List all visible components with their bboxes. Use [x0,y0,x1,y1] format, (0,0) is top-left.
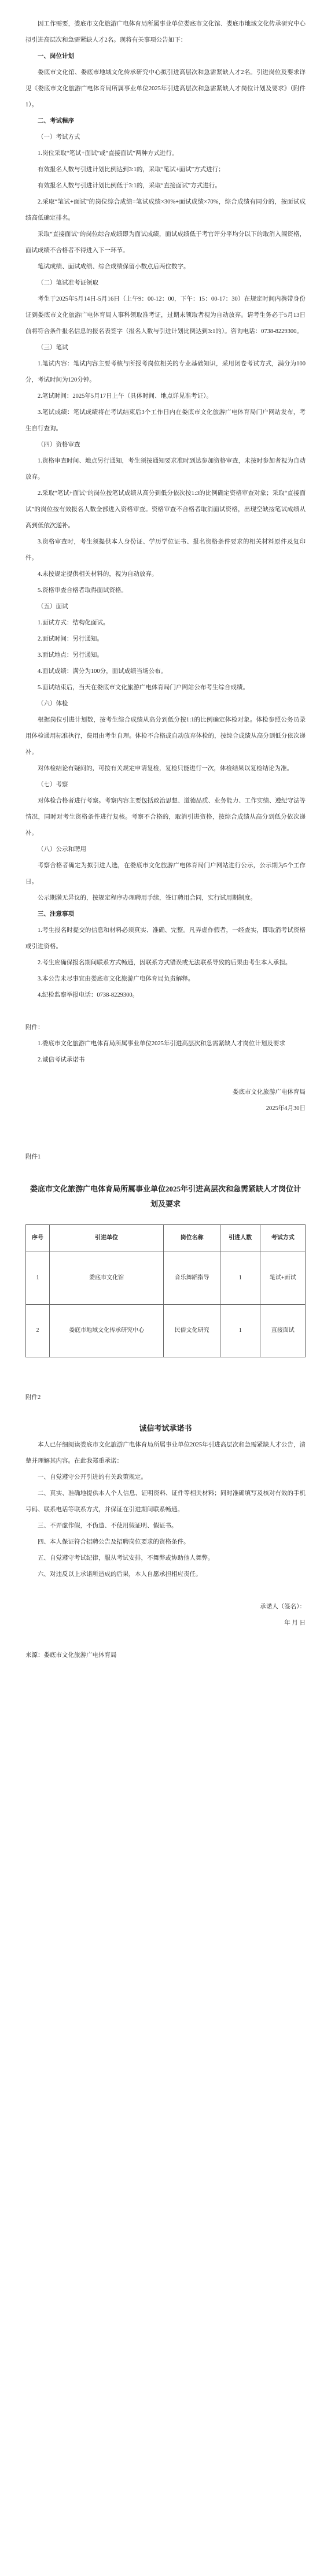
table-cell: 2 [26,1305,50,1357]
table-row [26,1305,306,1357]
table-cell: 音乐舞蹈指导 [164,1252,220,1305]
paragraph: 考生于2025年5月14日-5月16日（上午9：00-12：00，下午：15：00-17：30）在规定时间内携带身份证到娄底市文化旅游广电体育局人事科领取准考证，过期未领取者视为自动放弃。请考生务必于5月13日前将符合条件报名信息的报名表签字（报名人数与引进计划比例达到3:1的）。咨询电话：0738-8229300。 [25,296,306,335]
subsection-title: （一）考试方式 [38,134,80,140]
attachment-link-1[interactable]: 1.娄底市文化旅游广电体育局所属事业单位2025年引进高层次和急需紧缺人才岗位计划及要求 [38,1041,285,1047]
paragraph: 4.未按规定提供相关材料的，视为自动放弃。 [38,571,158,578]
paragraph: 1.考生报名时提交的信息和材料必须真实、准确、完整。凡弄虚作假者，一经查实，即取消考试资格或引进资格。 [25,927,306,950]
paragraph: 2.笔试时间：2025年5月17日上午（具体时间、地点详见准考证）。 [38,393,212,399]
spacer [25,1374,306,1390]
signature-date: 2025年4月30日 [266,1105,306,1112]
position-table [25,1224,306,1357]
subsection-title: （二）笔试准考证领取 [38,280,98,286]
annex-2 [25,1390,306,1631]
paragraph: 有效报名人数与引进计划比例低于3:1的，采取“直接面试”方式进行。 [38,183,221,189]
intro-paragraph: 因工作需要，娄底市文化旅游广电体育局所属事业单位娄底市文化馆、娄底市地域文化传承研究中心拟引进高层次和急需紧缺人才2名。现将有关事项公告如下： [25,21,306,43]
section-title: 三、注意事项 [38,911,74,917]
paragraph: 一、自觉遵守公开引进的有关政策规定。 [38,1474,147,1481]
subsection-title: （四）资格审查 [38,442,80,448]
paragraph: 四、本人保证符合招聘公告及招聘岗位要求的资格条件。 [38,1539,190,1545]
paragraph: 公示期满无异议的，按规定程序办理聘用手续，签订聘用合同，实行试用期制度。 [38,895,256,901]
paragraph: 5.面试结束后，当天在娄底市文化旅游广电体育局门户网站公布考生综合成绩。 [38,684,249,691]
table-row [26,1252,306,1305]
paragraph: 本人已仔细阅读娄底市文化旅游广电体育局所属事业单位2025年引进高层次和急需紧缺人才公告，清楚并理解其内容。在此我郑重承诺： [25,1442,306,1464]
table-cell: 1 [26,1252,50,1305]
section-title: 二、考试程序 [38,118,74,124]
spacer [25,1117,306,1133]
paragraph: 2.面试时间：另行通知。 [38,636,103,642]
paragraph: 娄底市文化馆、娄底市地域文化传承研究中心拟引进高层次和急需紧缺人才2名。引进岗位及要求详见《娄底市文化旅游广电体育局所属事业单位2025年引进高层次和急需紧缺人才岗位计划及要求》（附件1）。 [25,69,306,108]
spacer [25,1631,306,1648]
paragraph: 2.考生应确保报名期间联系方式畅通，因联系方式错误或无法联系导致的后果由考生本人承担。 [38,960,292,966]
paragraph: 4.纪检监察举报电话：0738-8229300。 [38,992,139,998]
table-header-row [26,1225,306,1252]
paragraph: 三、不弄虚作假，不伪造、不使用假证明、假证书。 [38,1523,178,1529]
paragraph: 六、对违反以上承诺所造成的后果，本人自愿承担相应责任。 [38,1571,202,1578]
table-cell: 笔试+面试 [260,1252,306,1305]
paragraph: 笔试成绩、面试成绩、综合成绩保留小数点后两位数字。 [38,264,190,270]
top-spacer [25,0,306,16]
subsection-title: （八）公示和聘用 [38,846,86,853]
paragraph: 采取“直接面试”的岗位综合成绩即为面试成绩，面试成绩低于考官评分平均分以下的取消入闱资格，面试成绩不合格者不得进入下一环节。 [25,231,306,254]
paragraph: 二、真实、准确地提供本人个人信息、证明资料、证件等相关材料；同时准确填写及核对有效的手机号码、联系电话等联系方式，并保证在引进期间联系畅通。 [25,1490,306,1513]
section-exam-procedure [25,113,306,906]
subsection-title: （三）笔试 [38,345,68,351]
paragraph: 1.资格审查时间、地点另行通知，考生须按通知要求准时到达参加资格审查，未按时参加者视为自动放弃。 [25,458,306,480]
table-cell: 民俗文化研究 [164,1305,220,1357]
section-title: 一、岗位计划 [38,53,74,60]
column-header: 考试方式 [260,1225,306,1252]
spacer [25,1357,306,1374]
annex-1 [25,1149,306,1357]
paragraph: 对体检结论有疑问的，可按有关规定申请复检，复检只能进行一次，体检结果以复检结论为准。 [38,765,293,772]
paragraph: 3.资格审查时，考生须提供本人身份证、学历学位证书、报名资格条件要求的相关材料原件及复印件。 [25,539,306,561]
paragraph: 3.本公告未尽事宜由娄底市文化旅游广电体育局负责解释。 [38,976,194,982]
paragraph: 五、自觉遵守考试纪律，服从考试安排，不舞弊或协助他人舞弊。 [38,1555,214,1561]
column-header: 引进人数 [220,1225,260,1252]
signature-block [25,1085,306,1117]
paragraph: 根据岗位引进计划数，按考生综合成绩从高分到低分按1:1的比例确定体检对象。体检参照公务员录用体检通用标准执行，费用由考生自理。体检不合格或自动放弃体检的，按综合成绩从高分到低分依次递补。 [25,717,306,756]
column-header: 岗位名称 [164,1225,220,1252]
paragraph: 2.采取“笔试+面试”的岗位综合成绩=笔试成绩×30%+面试成绩×70%，综合成绩有同分的，按面试成绩高低确定排名。 [25,199,306,221]
table-cell: 1 [220,1305,260,1357]
table-cell: 娄底市地域文化传承研究中心 [50,1305,164,1357]
subsection-title: （六）体检 [38,701,68,707]
spacer [25,1583,306,1599]
attachment-link-2[interactable]: 2.诚信考试承诺书 [38,1057,85,1063]
paragraph: 1.笔试内容：笔试内容主要考核与所报考岗位相关的专业基础知识，采用闭卷考试方式，满分为100分，考试时间为120分钟。 [25,361,306,383]
spacer [25,1004,306,1020]
paragraph: 有效报名人数与引进计划比例达到3:1的，采取“笔试+面试”方式进行； [38,166,225,173]
paragraph: 2.采取“笔试+面试”的岗位按笔试成绩从高分到低分依次按1:3的比例确定资格审查对象；采取“直接面试”的岗位按有效报名人数全部进入资格审查。资格审查不合格者取消面试资格，出现空缺按笔试成绩从高到低依次递补。 [25,490,306,529]
spacer [25,1165,306,1182]
paragraph: 对体检合格者进行考察。考察内容主要包括政治思想、道德品质、业务能力、工作实绩、遵纪守法等情况，同时对考生资格条件进行复核。考察不合格的，取消引进资格，按综合成绩从高分到低分依次递补。 [25,798,306,837]
signature-org: 娄底市文化旅游广电体育局 [233,1089,306,1095]
annex-label: 附件2 [25,1394,41,1401]
annex-label: 附件1 [25,1154,41,1160]
spacer [25,1068,306,1085]
annex-title: 娄底市文化旅游广电体育局所属事业单位2025年引进高层次和急需紧缺人才岗位计划及要求 [30,1185,301,1208]
attachments-list [25,1020,306,1068]
table-cell: 直接面试 [260,1305,306,1357]
subsection-title: （七）考察 [38,782,68,788]
attachments-label: 附件： [25,1024,44,1031]
paragraph: 3.面试地点：另行通知。 [38,652,103,658]
paragraph: 考察合格者确定为拟引进人选，在娄底市文化旅游广电体育局门户网站进行公示，公示期为5个工作日。 [25,863,306,885]
subsection-title: （五）面试 [38,604,68,610]
column-header: 引进单位 [50,1225,164,1252]
paragraph: 1.岗位采取“笔试+面试”或“直接面试”两种方式进行。 [38,150,178,157]
paragraph: 4.面试成绩：满分为100分，面试成绩当场公布。 [38,668,167,675]
spacer [25,1133,306,1149]
annex-title: 诚信考试承诺书 [139,1424,192,1433]
column-header: 序号 [26,1225,50,1252]
promise-date-label: 年 月 日 [284,1620,306,1626]
paragraph: 5.资格审查合格者取得面试资格。 [38,587,127,594]
source-footer: 来源：娄底市文化旅游广电体育局 [25,1652,117,1659]
paragraph: 3.笔试成绩：笔试成绩将在考试结束后3个工作日内在娄底市文化旅游广电体育局门户网站发布，考生自行查询。 [25,409,306,432]
promise-sign-label: 承诺人（签名）： [260,1604,306,1610]
intro [25,16,306,49]
table-cell: 1 [220,1252,260,1305]
paragraph: 1.面试方式：结构化面试。 [38,620,109,626]
section-positions [25,49,306,113]
table-cell: 娄底市文化馆 [50,1252,164,1305]
section-notes [25,906,306,1004]
